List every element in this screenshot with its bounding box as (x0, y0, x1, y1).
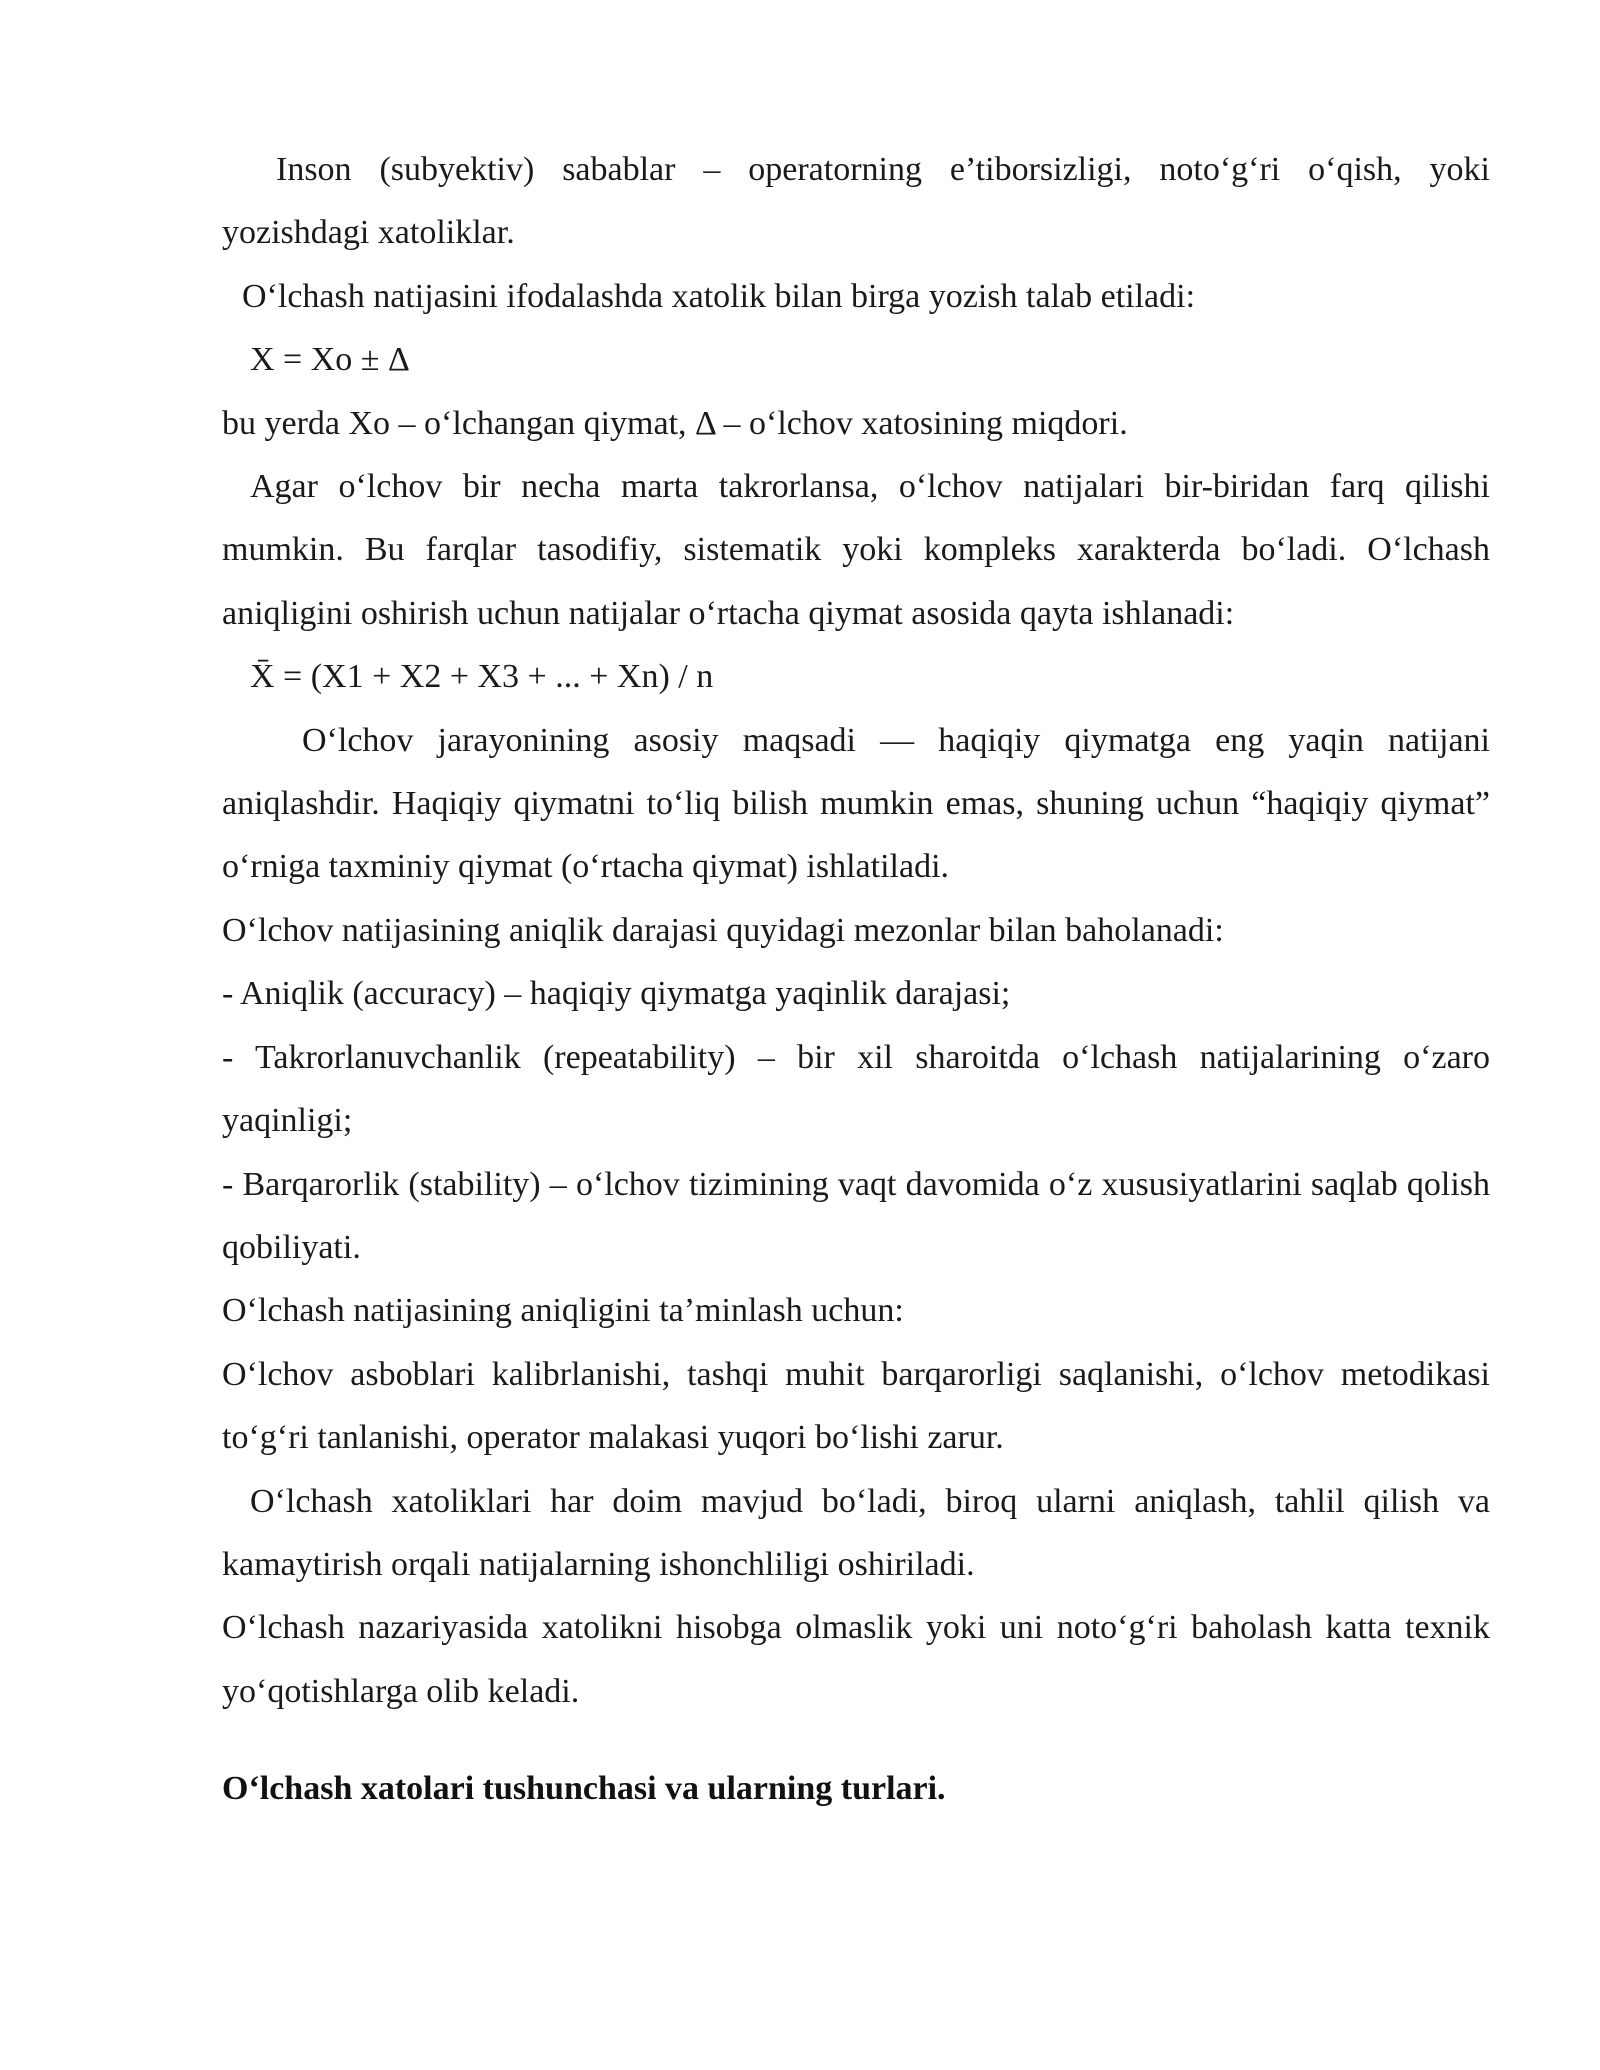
list-item-repeatability: - Takrorlanuvchanlik (repeatability) – bir xil sharoitda o‘lchash natijalarining o‘zaro yaqinligi; (222, 1038, 1490, 1140)
document-body (222, 138, 1490, 1821)
paragraph-accuracy-criteria: O‘lchov natijasining aniqlik darajasi quyidagi mezonlar bilan baholanadi: (222, 911, 1224, 949)
paragraph-ensuring-accuracy: O‘lchash natijasining aniqligini ta’minlash uchun: (222, 1292, 904, 1330)
list-item-stability: - Barqarorlik (stability) – o‘lchov tizimining vaqt davomida o‘z xususiyatlarini saqlab qolish qobiliyati. (222, 1165, 1490, 1266)
formula-mean: X̄ = (X1 + X2 + X3 + ... + Xn) / n (250, 658, 714, 696)
paragraph-errors-always-exist: O‘lchash xatoliklari har doim mavjud bo‘ladi, biroq ularni aniqlash, tahlil qilish va kamaytirish orqali natijalarning ishonchliligi oshiriladi. (222, 1482, 1490, 1583)
formula-error: X = Xo ± Δ (250, 341, 410, 379)
paragraph-main-goal: O‘lchov jarayonining asosiy maqsadi — haqiqiy qiymatga eng yaqin natijani aniqlashdir. Haqiqiy qiymatni to‘liq bilish mumkin emas, shuning uchun “haqiqiy qiymat” o‘rniga taxminiy qiymat (o‘rtacha qiymat) ishlatiladi. (222, 721, 1490, 886)
section-heading: O‘lchash xatolari tushunchasi va ularning turlari. (222, 1770, 946, 1808)
paragraph-result-expression: O‘lchash natijasini ifodalashda xatolik bilan birga yozish talab etiladi: (242, 277, 1196, 315)
paragraph-repeated-measurement: Agar o‘lchov bir necha marta takrorlansa, o‘lchov natijalari bir-biridan farq qilishi mumkin. Bu farqlar tasodifiy, sistematik yoki kompleks xarakterda bo‘ladi. O‘lchash aniqligini oshirish uchun natijalar o‘rtacha qiymat asosida qayta ishlanadi: (222, 468, 1490, 632)
paragraph-human-causes: Inson (subyektiv) sabablar – operatorning e’tiborsizligi, noto‘g‘ri o‘qish, yoki yozishdagi xatoliklar. (222, 151, 1490, 252)
list-item-accuracy: - Aniqlik (accuracy) – haqiqiy qiymatga yaqinlik darajasi; (222, 975, 1011, 1013)
paragraph-requirements: O‘lchov asboblari kalibrlanishi, tashqi muhit barqarorligi saqlanishi, o‘lchov metodikasi to‘g‘ri tanlanishi, operator malakasi yuqori bo‘lishi zarur. (222, 1355, 1490, 1457)
paragraph-technical-losses: O‘lchash nazariyasida xatolikni hisobga olmaslik yoki uni noto‘g‘ri baholash katta texnik yo‘qotishlarga olib keladi. (222, 1609, 1490, 1710)
paragraph-formula-explanation: bu yerda Xo – o‘lchangan qiymat, Δ – o‘lchov xatosining miqdori. (222, 404, 1128, 442)
